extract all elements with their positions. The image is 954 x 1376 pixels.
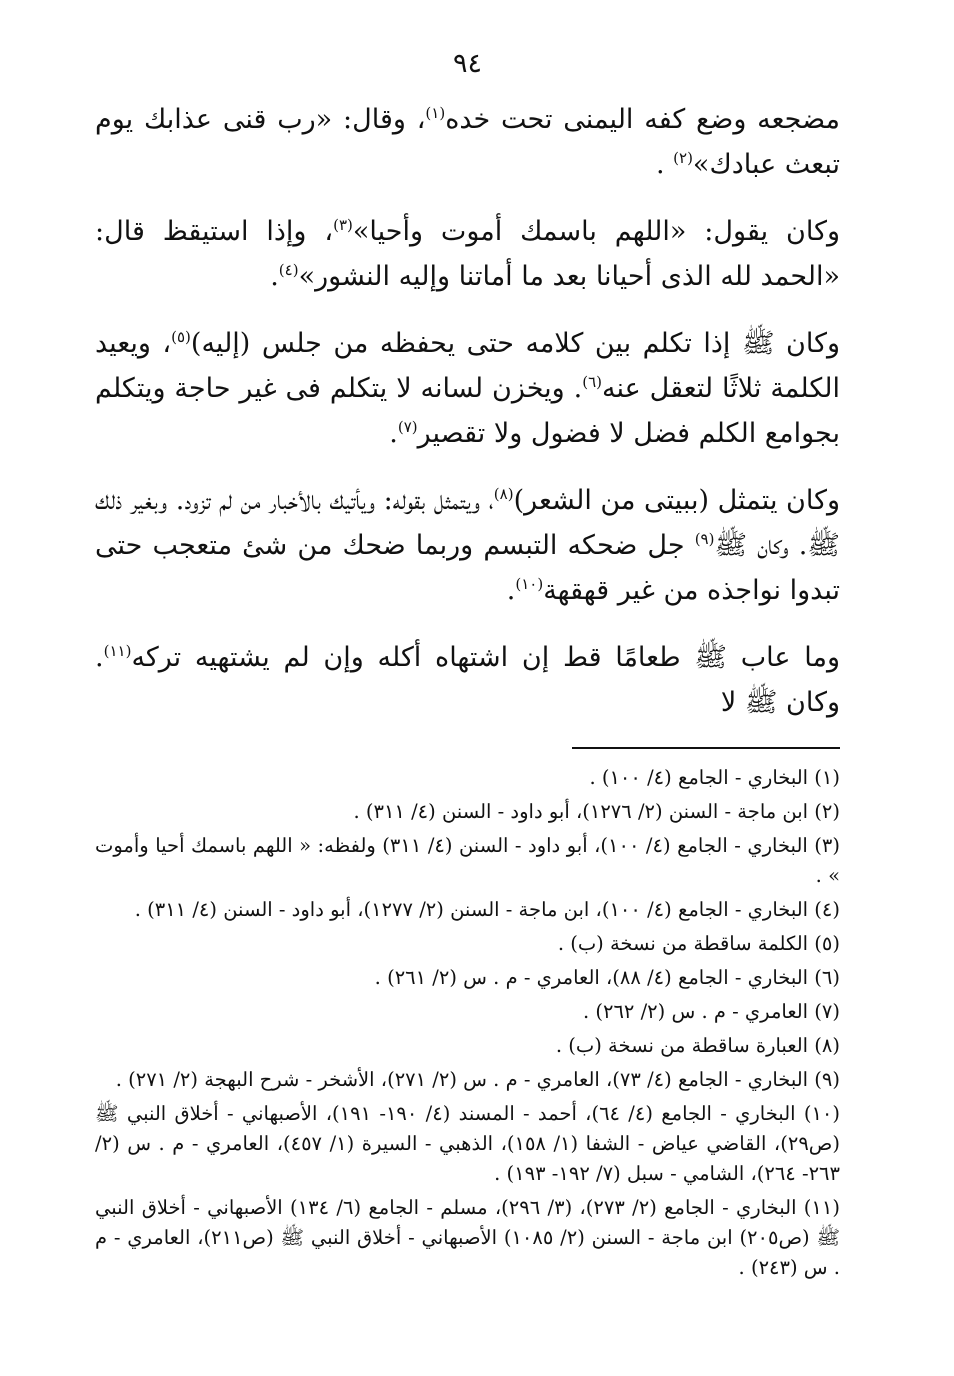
footnote-ref[interactable]: (٤) <box>278 261 299 279</box>
footnote-ref[interactable]: (٦) <box>582 373 602 391</box>
page <box>95 48 840 1287</box>
footnote-item: (١٠) البخاري - الجامع (٤/ ٦٤)، أحمد - المسند (٤/ ١٩٠- ١٩١)، الأصبهاني - أخلاق النبي ﷺ (ص٢٩)، القاضي عياض - الشفا (١/ ١٥٨)، الذهبي - السيرة (١/ ٤٥٧)، العامري - م . س (٢/ ٢٦٣- ٢٦٤)، الشامي - سبل (٧/ ١٩٢- ١٩٣) . <box>95 1102 840 1185</box>
footnote-item: (٧) العامري - م . س (٢/ ٢٦٢) . <box>582 1000 840 1023</box>
footnote-item: (٢) ابن ماجة - السنن (٢/ ١٢٧٦)، أبو داود - السنن (٤/ ٣١١) . <box>353 800 840 823</box>
footnote-ref[interactable]: (٧) <box>397 418 418 436</box>
footnote-ref[interactable]: (١) <box>425 104 446 122</box>
paragraph-4: وكان يتمثل (ببيتى من الشعر)$^{(٨)}$، ويتمثل بقوله: ويأتيك بالأخبار من لم تزود. وبغير ذلك ﷺ. وكان ﷺ$^{(٩)}$ جل ضحكه التبسم وربما ضحك من شئ متعجب حتى تبدوا نواجذه من غير قهقهة$^{(١٠)}$. <box>94 485 840 606</box>
paragraph-1: مضجعه وضع كفه اليمنى تحت خده$^{(١)}$، وقال: «رب قنى عذابك يوم تبعث عبادك»$^{(٢)}$ . <box>95 104 840 180</box>
paragraph-2: وكان يقول: «اللهم باسمك أموت وأحيا»$^{(٣)}$، وإذا استيقظ قال: «الحمد لله الذى أحيانا بعد ما أماتنا وإليه النشور»$^{(٤)}$. <box>95 216 840 292</box>
footnote-ref[interactable]: (٩) <box>694 530 715 548</box>
footnote-ref[interactable]: (٣) <box>333 216 353 234</box>
footnote-item: (٤) البخاري - الجامع (٤/ ١٠٠)، ابن ماجة - السنن (٢/ ١٢٧٧)، أبو داود - السنن (٤/ ٣١١) . <box>134 898 840 921</box>
page-number: ٩٤ <box>452 48 482 79</box>
footnote-item: (١) البخاري - الجامع (٤/ ١٠٠) . <box>589 766 840 789</box>
paragraph-5: وما عاب ﷺ طعامًا قط إن اشتهاه أكله وإن لم يشتهيه تركه$^{(١١)}$. وكان ﷺ لا <box>95 642 840 718</box>
footnote-separator <box>95 747 840 749</box>
footnote-item: (٨) العبارة ساقطة من نسخة (ب) . <box>555 1034 840 1057</box>
paragraph-3: وكان ﷺ إذا تكلم بين كلامه حتى يحفظه من جلس (إليه)$^{(٥)}$، ويعيد الكلمة ثلاثًا لتعقل عنه$^{(٦)}$. ويخزن لسانه لا يتكلم فى غير حاجة ويتكلم بجوامع الكلم فضل لا فضول ولا تقصير$^{(٧)}$. <box>95 328 841 449</box>
footnote-item: (٩) البخاري - الجامع (٤/ ٧٣)، العامري - م . س (٢/ ٢٧١)، الأشخر - شرح البهجة (٢/ ٢٧١) . <box>115 1068 840 1091</box>
footnote-ref[interactable]: (١٠) <box>515 575 544 593</box>
footnote-ref[interactable]: (١١) <box>103 642 132 660</box>
footnote-ref[interactable]: (٢) <box>673 149 693 167</box>
footnote-ref[interactable]: (٨) <box>493 485 514 503</box>
footnote-item: (٣) البخاري - الجامع (٤/ ١٠٠)، أبو داود - السنن (٤/ ٣١١) ولفظه: « اللهم باسمك أحيا وأموت » . <box>95 834 840 887</box>
footnote-ref[interactable]: (٥) <box>171 328 191 346</box>
footnote-item: (١١) البخاري - الجامع (٢/ ٢٧٣)، (٣/ ٢٩٦)، مسلم - الجامع (٦/ ١٣٤) الأصبهاني - أخلاق النبي ﷺ (ص٢٠٥) ابن ماجة - السنن (٢/ ١٠٨٥) الأصبهاني - أخلاق النبي ﷺ (ص٢١١)، العامري - م . س (٢٤٣) . <box>95 1196 840 1279</box>
footnote-item: (٥) الكلمة ساقطة من نسخة (ب) . <box>557 932 840 955</box>
footnote-item: (٦) البخاري - الجامع (٤/ ٨٨)، العامري - م . س (٢/ ٢٦١) . <box>374 966 840 989</box>
footnotes <box>95 763 840 1283</box>
